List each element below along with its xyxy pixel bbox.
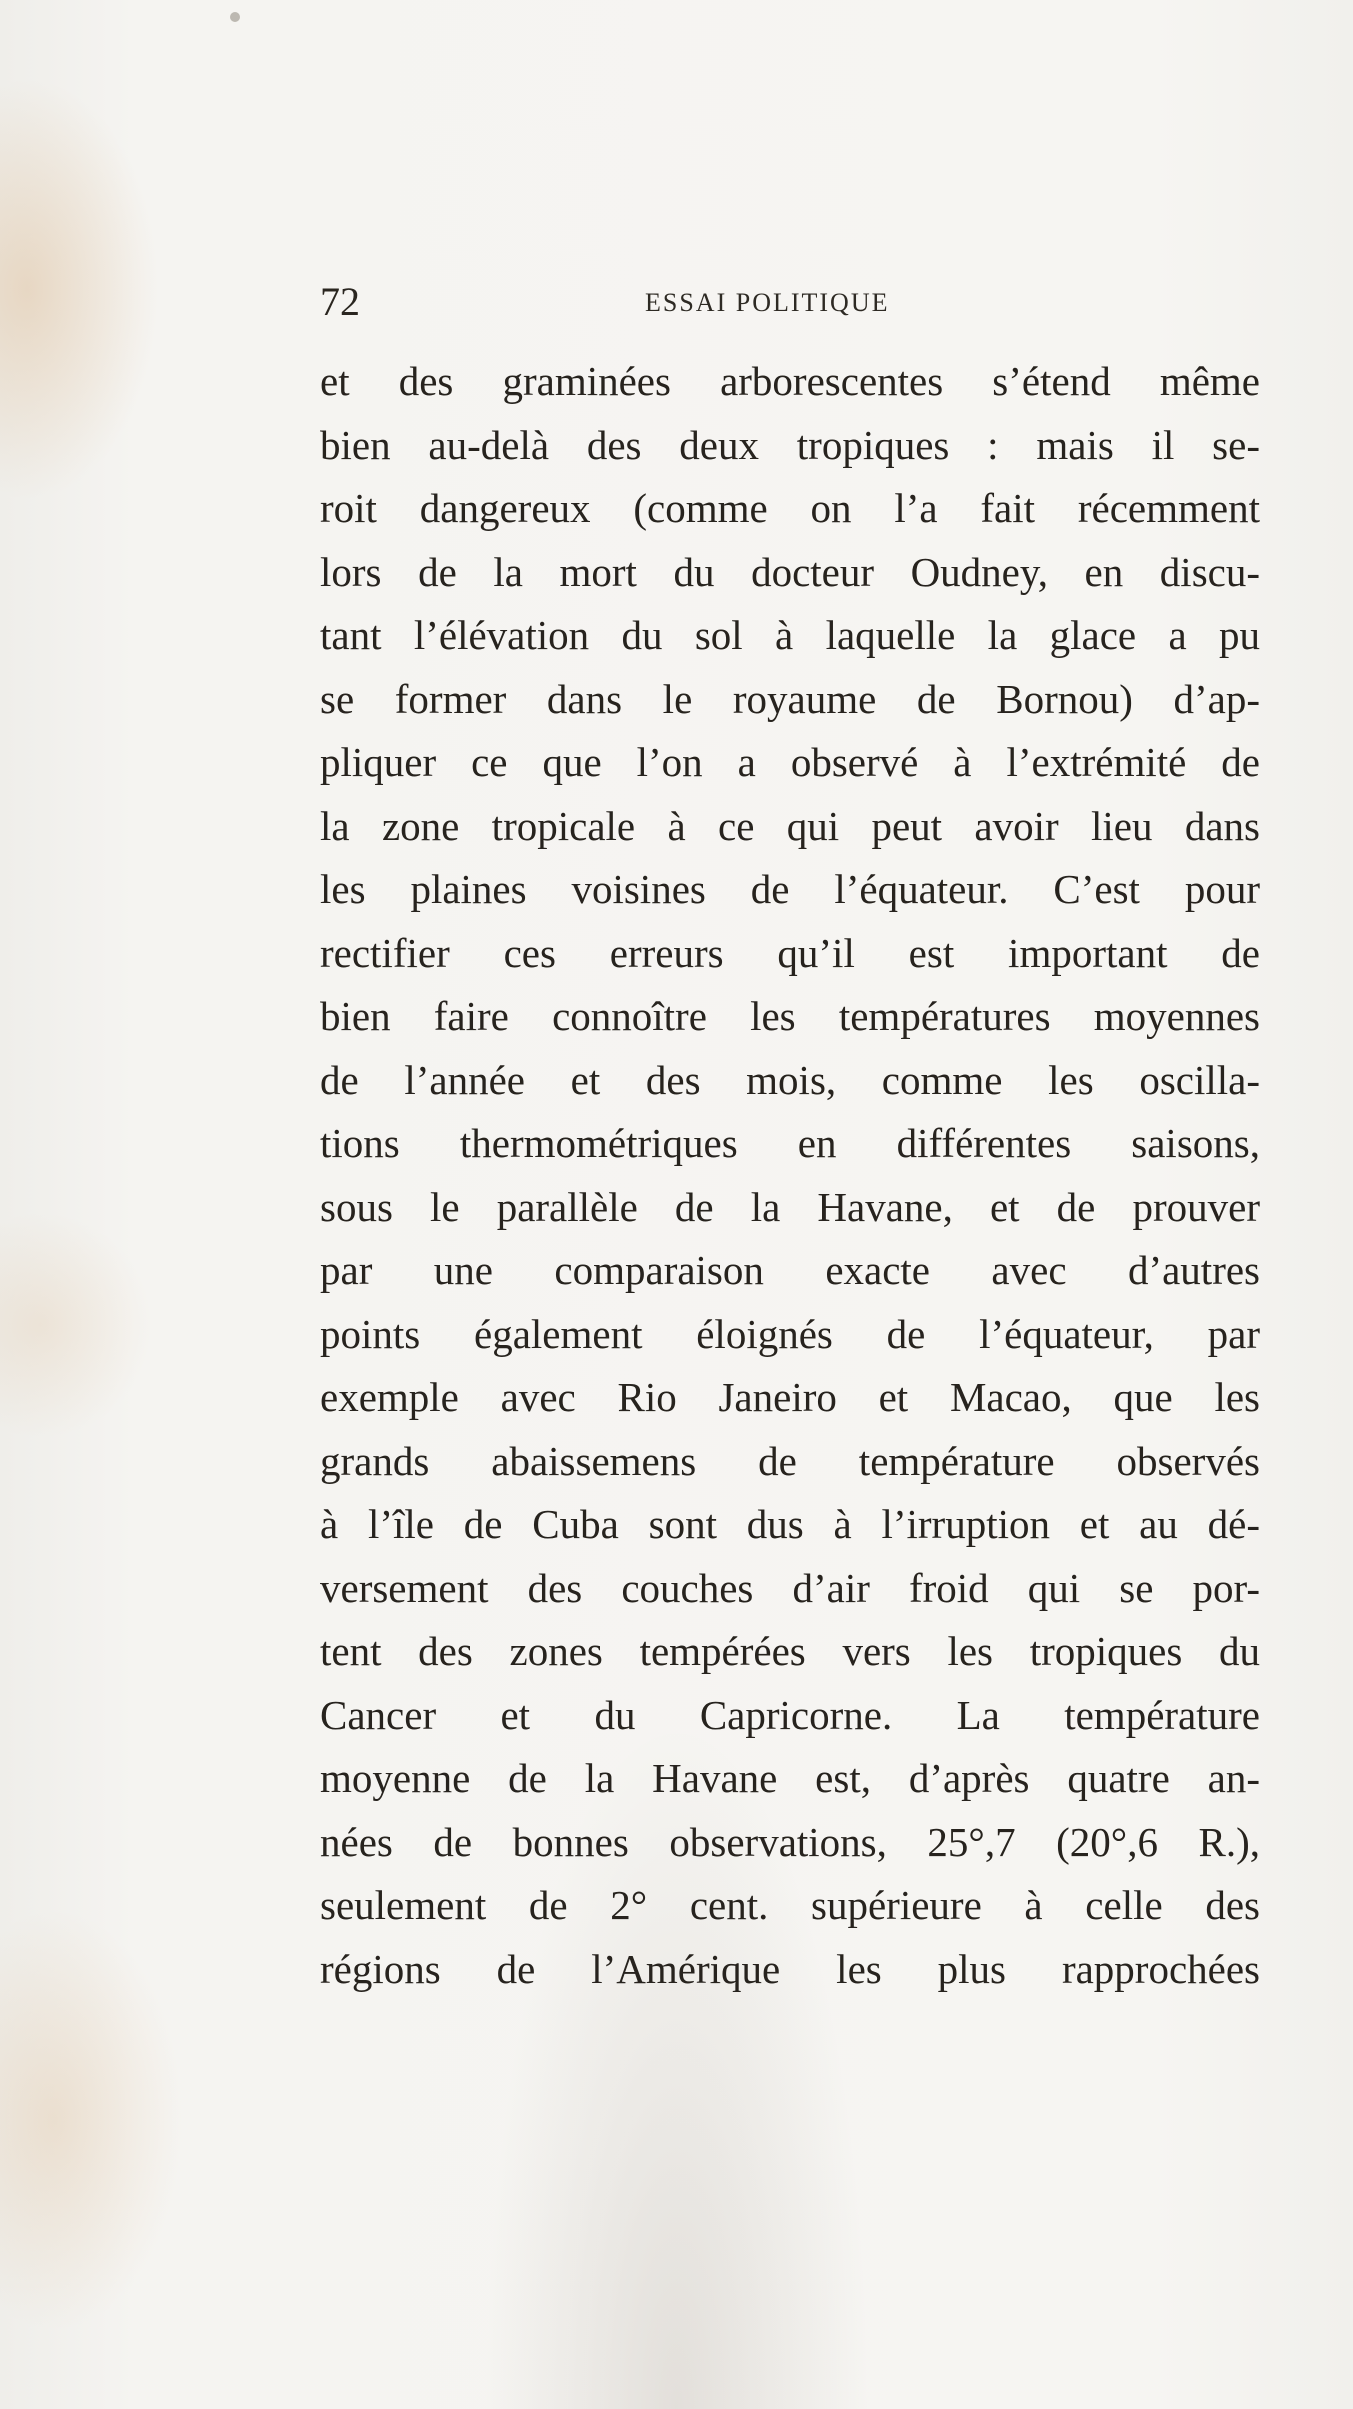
text-line: les plaines voisines de l’équateur. C’est pour	[320, 866, 1260, 912]
text-line: la zone tropicale à ce qui peut avoir lieu dans	[320, 802, 1260, 849]
text-line: par une comparaison exacte avec d’autres	[320, 1247, 1260, 1293]
text-line: régions de l’Amérique les plus rapprochées	[320, 1945, 1260, 1992]
text-line: se former dans le royaume de Bornou) d’ap-	[320, 675, 1260, 722]
page-number: 72	[320, 279, 360, 324]
text-line: sous le parallèle de la Havane, et de prouver	[320, 1183, 1260, 1230]
text-line: roit dangereux (comme on l’a fait récemment	[320, 485, 1260, 531]
text-line: seulement de 2° cent. supérieure à celle des	[320, 1882, 1260, 1928]
text-line: pliquer ce que l’on a observé à l’extrémité de	[320, 739, 1260, 785]
text-line: lors de la mort du docteur Oudney, en discu-	[320, 548, 1260, 595]
text-line: à l’île de Cuba sont dus à l’irruption et au dé-	[320, 1501, 1260, 1547]
text-line: tions thermométriques en différentes saisons,	[320, 1120, 1260, 1166]
text-line: Cancer et du Capricorne. La température	[320, 1691, 1260, 1738]
text-line: exemple avec Rio Janeiro et Macao, que les	[320, 1374, 1260, 1420]
text-line: moyenne de la Havane est, d’après quatre an-	[320, 1755, 1260, 1801]
text-line: et des graminées arborescentes s’étend même	[320, 358, 1260, 404]
text-line: tent des zones tempérées vers les tropiques du	[320, 1628, 1260, 1674]
text-line: grands abaissemens de température observés	[320, 1437, 1260, 1484]
text-line: nées de bonnes observations, 25°,7 (20°,6 R.),	[320, 1818, 1260, 1865]
ink-spot	[230, 12, 240, 22]
running-title: ESSAI POLITIQUE	[645, 288, 890, 317]
running-head	[320, 279, 1260, 324]
body-text	[320, 350, 1260, 2001]
text-line: points également éloignés de l’équateur, par	[320, 1310, 1260, 1357]
text-line: tant l’élévation du sol à laquelle la glace a pu	[320, 612, 1260, 658]
text-line: rectifier ces erreurs qu’il est important de	[320, 929, 1260, 976]
text-line: de l’année et des mois, comme les oscilla-	[320, 1056, 1260, 1103]
text-line: versement des couches d’air froid qui se por-	[320, 1564, 1260, 1611]
text-line: bien faire connoître les températures moyennes	[320, 993, 1260, 1039]
text-line: bien au-delà des deux tropiques : mais il se-	[320, 421, 1260, 468]
